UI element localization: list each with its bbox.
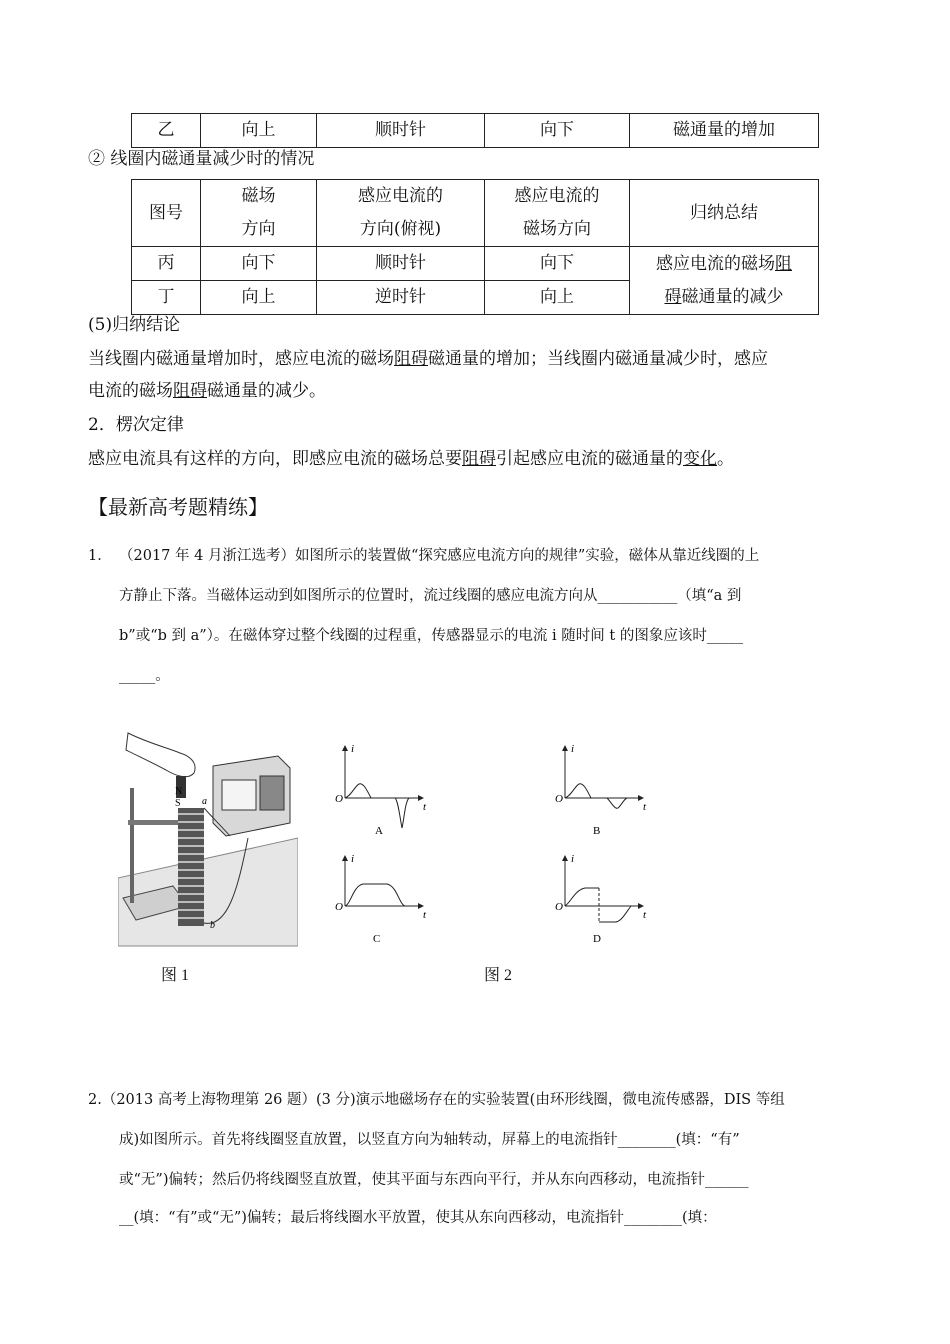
origin-label: O — [335, 901, 343, 913]
table-cell: 向上 — [201, 114, 317, 148]
curve-C — [345, 884, 405, 906]
graphs-figure — [325, 738, 665, 953]
q2-line: 2.（2013 高考上海物理第 26 题）(3 分)演示地磁场存在的实验装置(由环形线圈，微电流传感器，DIS 等组 — [88, 1092, 785, 1108]
summary-underlined: 碍 — [664, 286, 682, 307]
q1-line: （2017 年 4 月浙江选考）如图所示的装置做“探究感应电流方向的规律”实验，磁体从靠近线圈的上 — [119, 548, 760, 564]
table-cell: 逆时针 — [317, 281, 485, 315]
section-title: 【最新高考题精练】 — [88, 495, 268, 519]
table-cell: 顺时针 — [317, 114, 485, 148]
table-cell: 丙 — [132, 247, 201, 281]
stand-rod — [130, 788, 134, 903]
q1-line: 方静止下落。当磁体运动到如图所示的位置时，流过线圈的感应电流方向从___________（填“a 到 — [119, 588, 742, 604]
underlined-term: 阻碍 — [173, 381, 207, 401]
text: 电流的磁场 — [88, 381, 173, 401]
graph-letter: C — [373, 933, 381, 945]
underlined-term: 变化 — [683, 449, 717, 469]
summary-cell — [630, 247, 819, 315]
header-cell: 磁场 方向 — [201, 180, 317, 247]
lenz-heading: 2．楞次定律 — [88, 415, 184, 435]
graph-letter: B — [593, 825, 601, 837]
axis-t-label: t — [423, 909, 427, 921]
figure-2-caption: 图 2 — [484, 967, 513, 984]
axis-t-label: t — [643, 909, 647, 921]
table-cell: 乙 — [132, 114, 201, 148]
text: 。 — [717, 449, 734, 469]
summary-underlined: 阻 — [775, 253, 792, 274]
coil — [178, 808, 204, 926]
graph-A — [335, 743, 427, 837]
text: 引起感应电流的磁通量的 — [496, 449, 683, 469]
origin-label: O — [335, 793, 343, 805]
table-flux-decrease — [131, 179, 819, 315]
case2-heading: ② 线圈内磁通量减少时的情况 — [88, 149, 315, 169]
origin-label: O — [555, 901, 563, 913]
text: 感应电流具有这样的方向，即感应电流的磁场总要 — [88, 449, 462, 469]
table-cell: 向下 — [485, 247, 630, 281]
axis-i-label: i — [351, 853, 355, 865]
label-a: a — [202, 796, 207, 807]
q1-line: _____。 — [119, 668, 170, 684]
header-cell: 感应电流的 方向(俯视) — [317, 180, 485, 247]
table-cell: 顺时针 — [317, 247, 485, 281]
lenz-statement — [88, 443, 734, 476]
graph-letter: D — [593, 933, 601, 945]
underlined-term: 阻碍 — [462, 449, 496, 469]
table-cell: 向上 — [485, 281, 630, 315]
curve-D — [565, 888, 599, 906]
table-cell: 向上 — [201, 281, 317, 315]
current-sensor — [213, 756, 290, 836]
q2-line: 成)如图所示。首先将线圈竖直放置，以竖直方向为轴转动，屏幕上的电流指针________(填：“有” — [119, 1132, 740, 1148]
conclusion-line-2 — [88, 375, 326, 408]
origin-label: O — [555, 793, 563, 805]
axis-i-label: i — [351, 743, 355, 755]
apparatus-figure — [118, 728, 298, 948]
summary-text: 磁通量的减少 — [681, 286, 784, 307]
text: 磁通量的减少。 — [207, 381, 326, 401]
q1-number: 1． — [88, 548, 112, 564]
table-cell: 丁 — [132, 281, 201, 315]
table-cell: 磁通量的增加 — [630, 114, 819, 148]
header-cell: 感应电流的 磁场方向 — [485, 180, 630, 247]
q2-line: __(填：“有”或“无”)偏转；最后将线圈水平放置，使其从东向西移动，电流指针________(填： — [119, 1210, 717, 1226]
conclusion-line-1 — [88, 343, 768, 376]
summary-text: 感应电流的磁场 — [656, 253, 775, 274]
table-header-row — [132, 180, 819, 247]
table-cell: 向下 — [485, 114, 630, 148]
text: 磁通量的增加；当线圈内磁通量减少时，感应 — [428, 349, 768, 369]
curve-B — [565, 784, 591, 798]
clamp-arm — [128, 820, 183, 825]
label-S: S — [175, 798, 181, 809]
label-b: b — [210, 920, 215, 931]
figure-1-caption: 图 1 — [161, 967, 190, 984]
underlined-term: 阻碍 — [394, 349, 428, 369]
graph-B — [555, 743, 647, 837]
curve-A — [345, 784, 371, 798]
label-N: N — [175, 786, 183, 797]
table-row — [132, 247, 819, 281]
axis-t-label: t — [423, 801, 427, 813]
axis-i-label: i — [571, 853, 575, 865]
q2-line: 或“无”)偏转；然后仍将线圈竖直放置，使其平面与东西向平行，并从东向西移动，电流指针______ — [119, 1172, 749, 1188]
graph-letter: A — [375, 825, 383, 837]
graph-C — [335, 853, 427, 945]
axis-i-label: i — [571, 743, 575, 755]
table-cell: 向下 — [201, 247, 317, 281]
axis-t-label: t — [643, 801, 647, 813]
q1-line: b”或“b 到 a”）。在磁体穿过整个线圈的过程重，传感器显示的电流 i 随时间 t 的图象应该时_____ — [119, 628, 744, 644]
conclusion-heading: (5)归纳结论 — [88, 315, 181, 335]
header-cell: 图号 — [132, 180, 201, 247]
header-cell: 归纳总结 — [630, 180, 819, 247]
text: 当线圈内磁通量增加时，感应电流的磁场 — [88, 349, 394, 369]
graph-D — [555, 853, 647, 945]
